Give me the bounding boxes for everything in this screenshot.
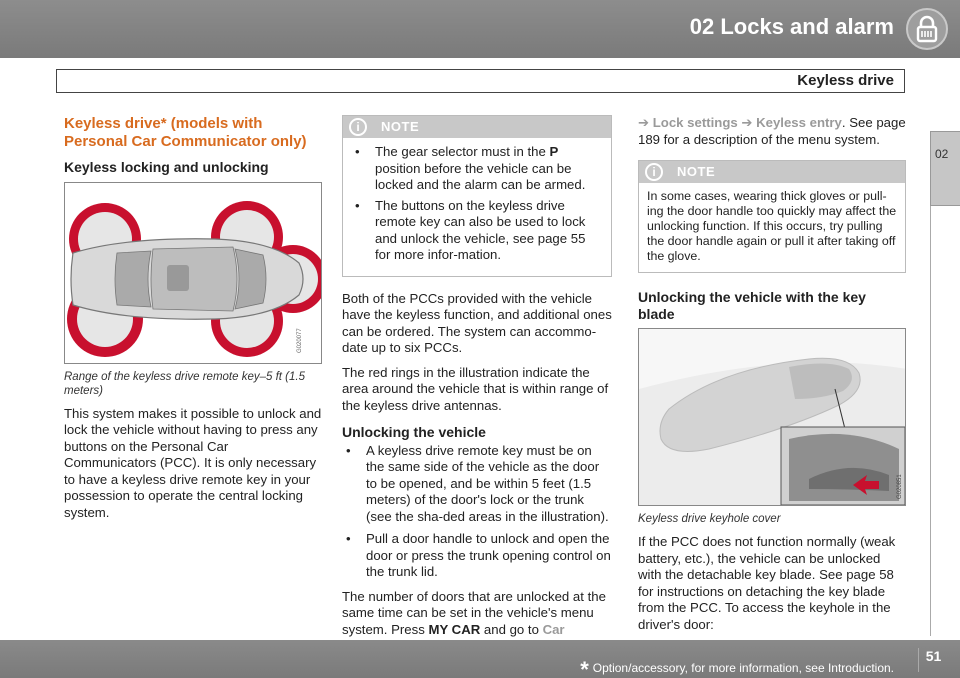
bullet-dot: • [346, 531, 351, 546]
column-right [638, 115, 906, 633]
side-tab-label: 02 [935, 147, 949, 161]
subheading-unlocking: Unlocking the vehicle [342, 424, 486, 440]
note-header [639, 161, 905, 183]
pcc-paragraph: Both of the PCCs provided with the vehicle have the keyless function, and additional ones can be ordered. The system can accommo-date up to six PCCs. [342, 290, 612, 355]
doors-paragraph: The number of doors that are unlocked at the same time can be set in the vehicle's menu system. Press MY CAR and go to Car [342, 589, 612, 655]
key-blade-paragraph: If the PCC does not function normally (weak battery, etc.), the vehicle can be unlocked with the detachable key blade. See page 58 for instructions on detaching the key blade from the PCC. To access the keyhole in the driver's door: [638, 534, 896, 632]
figure-code: G020851 [897, 474, 903, 499]
figure-caption: Range of the keyless drive remote key–5 ft (1.5 meters) [64, 370, 305, 397]
door-handle-illustration [639, 329, 906, 506]
bullet-dot: • [346, 442, 351, 458]
note-box-gloves [638, 160, 906, 273]
section-header-bar [56, 69, 905, 93]
intro-paragraph: This system makes it possible to unlock and lock the vehicle without having to press any buttons on the Personal Car Communicators (PCC). It is only necessary to have a keyless drive remote key in your possession to operate the central locking system. [64, 405, 322, 520]
lock-icon [906, 8, 948, 50]
info-icon: i [349, 118, 367, 136]
list-item: • Pull a door handle to unlock and open the door or press the trunk opening control on the trunk lid. [342, 531, 612, 581]
note-header [343, 116, 611, 138]
side-divider [930, 206, 960, 636]
chapter-title: 02 Locks and alarm [689, 14, 894, 39]
keyhole-cover-figure [638, 328, 906, 506]
column-middle [342, 115, 612, 655]
info-icon: i [645, 163, 663, 181]
menu-path-paragraph: ➔ Lock settings ➔ Keyless entry. See page 189 for a description of the menu system. [638, 115, 906, 147]
subheading-key-blade: Unlocking the vehicle with the key blade [638, 289, 866, 322]
main-heading: Keyless drive* (models with Personal Car Communicator only) [64, 115, 307, 150]
list-item: • A keyless drive remote key must be on the same side of the vehicle as the door to be opened, and be within 5 feet (1.5 meters) of the door's lock or the trunk (see the sha-ded areas in the illustration). [342, 443, 612, 526]
figure-caption: Keyless drive keyhole cover [638, 513, 781, 525]
red-rings-paragraph: The red rings in the illustration indicate the area around the vehicle that is within range of the keyless drive antennas. [342, 364, 609, 413]
bullet-dot: • [355, 144, 360, 159]
unlocking-bullets [342, 443, 612, 581]
car-settings-menu-path: Car [542, 621, 565, 637]
note-box-gear-selector [342, 115, 612, 277]
note-body [343, 138, 611, 276]
section-title: Keyless drive [797, 72, 894, 89]
note-bullet-item: • The gear selector must in the P position before the vehicle can be locked and the alarm can be armed. [351, 144, 603, 194]
lock-settings-menu-path: ➔ Lock settings [638, 115, 738, 130]
chapter-side-tab [930, 131, 960, 206]
column-left [64, 115, 322, 521]
note-body: In some cases, wearing thick gloves or pull-ing the door handle too quickly may affect the unlocking function. If this occurs, try pulling the door handle again or pull it after taking off the glove. [647, 189, 897, 263]
page-number: 51 [918, 648, 948, 672]
car-top-view-illustration [65, 183, 322, 364]
figure-code: G020077 [297, 327, 303, 353]
note-bullet-item: • The buttons on the keyless drive remote key can also be used to lock and unlock the vehicle, see page 55 for more infor-mation. [351, 198, 603, 264]
subheading-keyless-locking: Keyless locking and unlocking [64, 159, 269, 175]
footer-note: * Option/accessory, for more information, see Introduction. [580, 652, 894, 678]
bullet-dot: • [355, 197, 360, 213]
car-range-figure [64, 182, 322, 364]
note-label: NOTE [381, 118, 420, 134]
asterisk-marker: * [580, 657, 589, 678]
keyless-entry-menu-path: ➔ Keyless entry [741, 115, 842, 130]
note-label: NOTE [677, 163, 716, 179]
